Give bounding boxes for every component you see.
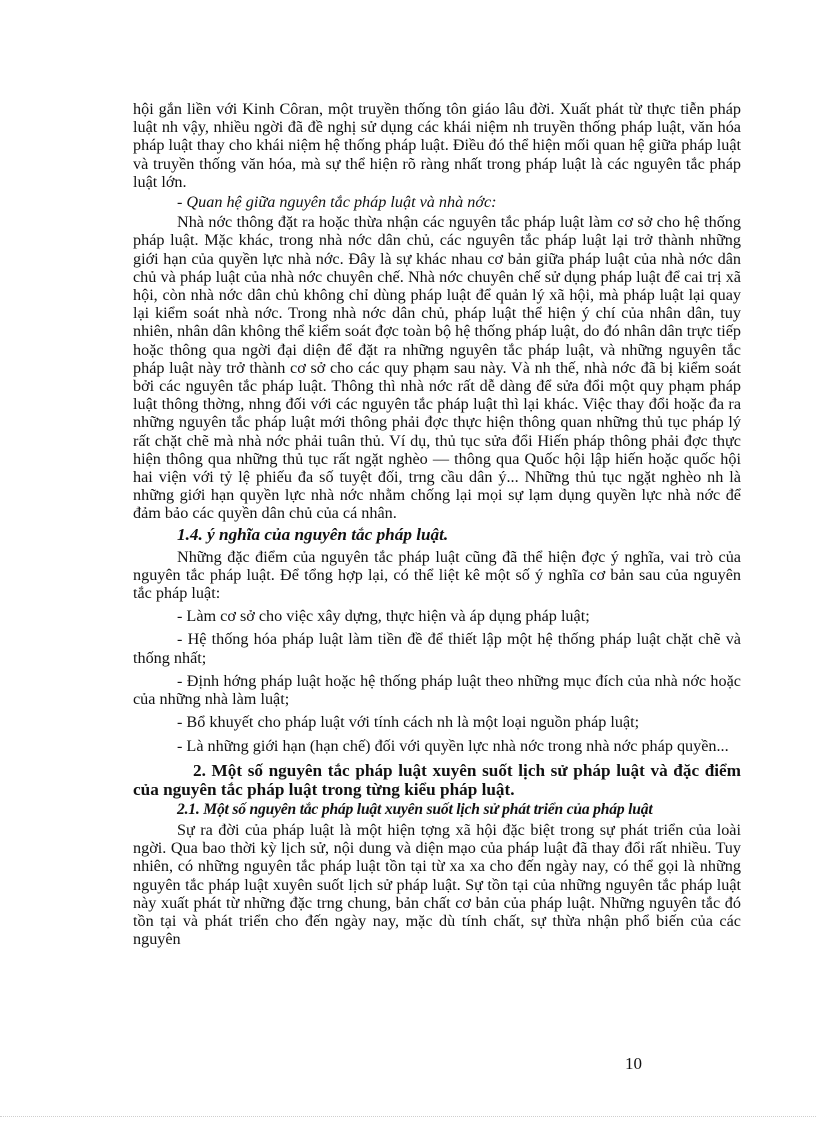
subheading-principles-and-state: - Quan hệ giữa nguyên tắc pháp luật và nhà nớc: (177, 193, 497, 212)
section-heading-2-1: 2.1. Một số nguyên tắc pháp luật xuyên suốt lịch sử phát triển của pháp luật (177, 800, 653, 818)
section-heading-1-4: 1.4. ý nghĩa của nguyên tắc pháp luật. (177, 524, 449, 544)
paragraph-significance-intro: Những đặc điểm của nguyên tắc pháp luật cũng đã thể hiện đợc ý nghĩa, vai trò của nguyên tắc pháp luật. Để tổng hợp lại, có thể liệt kê một số ý nghĩa cơ bản sau của nguyên tắc pháp luật: (133, 547, 741, 603)
paragraph-principles-history: Sự ra đời của pháp luật là một hiện tợng xã hội đặc biệt trong sự phát triển của loài ngời. Qua bao thời kỳ lịch sử, nội dung và diện mạo của pháp luật đã thay đổi rất nhiều. Tuy nhiên, có những nguyên tắc pháp luật tồn tại từ xa xa cho đến ngày nay, có thể gọi là những nguyên tắc pháp luật xuyên suốt lịch sử pháp luật. Sự tồn tại của những nguyên tắc pháp luật này xuất phát từ những đặc trng chung, bản chất cơ bản của pháp luật. Những nguyên tắc đó tồn tại và phát triển cho đến ngày nay, mặc dù tính chất, sự thừa nhận phổ biến của các nguyên (133, 820, 741, 949)
section-heading-2: 2. Một số nguyên tắc pháp luật xuyên suốt lịch sử pháp luật và đặc điểm của nguyên tắc pháp luật trong từng kiểu pháp luật. (133, 760, 741, 799)
paragraph-state-principles: Nhà nớc thông đặt ra hoặc thừa nhận các nguyên tắc pháp luật làm cơ sở cho hệ thống pháp luật. Mặc khác, trong nhà nớc dân chủ, các nguyên tắc pháp luật lại trở thành những giới hạn của quyền lực nhà nớc. Đây là sự khác nhau cơ bản giữa pháp luật của nhà nớc dân chủ và pháp luật của nhà nớc chuyên chế. Nhà nớc chuyên chế sử dụng pháp luật để cai trị xã hội, còn nhà nớc dân chủ không chỉ dùng pháp luật để quản lý xã hội, mà pháp luật lại quay lại kiểm soát nhà nớc. Trong nhà nớc dân chủ, pháp luật thể hiện ý chí của nhân dân, tuy nhiên, nhân dân không thể kiểm soát đợc toàn bộ hệ thống pháp luật, do đó nhân dân trực tiếp hoặc thông qua ngời đại diện để đặt ra những nguyên tắc pháp luật, và những nguyên tắc pháp luật này trở thành cơ sở cho các quy phạm sau này. Và nh thế, nhà nớc đã bị kiểm soát bởi các nguyên tắc pháp luật. Thông thì nhà nớc rất dễ dàng để sửa đổi một quy phạm pháp luật thông thờng, nhng đối với các nguyên tắc pháp luật thì lại khác. Việc thay đổi hoặc đa ra những nguyên tắc pháp luật mới thông phải đợc thực hiện thông quan những thủ tục pháp lý rất chặt chẽ mà nhà nớc phải tuân thủ. Ví dụ, thủ tục sửa đổi Hiến pháp thông phải đợc thực hiện thông qua những thủ tục rất ngặt nghèo — thông qua Quốc hội lập hiến hoặc quốc hội hai viện với tỷ lệ phiếu đa số tuyệt đối, trng cầu dân ý... Những thủ tục ngặt nghèo nh là những giới hạn quyền lực nhà nớc nhằm chống lại mọi sự lạm dụng quyền lực nhà nớc để đảm bảo các quyền dân chủ của cá nhân. (133, 213, 741, 523)
list-item: - Định hớng pháp luật hoặc hệ thống pháp luật theo những mục đích của nhà nớc hoặc của những nhà làm luật; (133, 671, 741, 709)
paragraph-religion-tradition: hội gắn liền với Kinh Côran, một truyền thống tôn giáo lâu đời. Xuất phát từ thực tiễn pháp luật nh vậy, nhiều ngời đã đề nghị sử dụng các khái niệm nh truyền thống pháp luật, văn hóa pháp luật thay cho khái niệm hệ thống pháp luật. Điều đó thể hiện mối quan hệ giữa pháp luật và truyền thống văn hóa, mà sự thể hiện rõ ràng nhất trong pháp luật là các nguyên tắc pháp luật lớn. (133, 100, 741, 191)
list-item: - Bổ khuyết cho pháp luật với tính cách nh là một loại nguồn pháp luật; (177, 713, 640, 732)
list-item: - Là những giới hạn (hạn chế) đối với quyền lực nhà nớc trong nhà nớc pháp quyền... (177, 736, 729, 755)
page-number: 10 (625, 1054, 642, 1073)
page-body (133, 100, 741, 950)
page-bottom-divider (0, 1116, 816, 1117)
list-item: - Làm cơ sở cho việc xây dựng, thực hiện và áp dụng pháp luật; (177, 607, 590, 626)
list-item: - Hệ thống hóa pháp luật làm tiền đề để thiết lập một hệ thống pháp luật chặt chẽ và thống nhất; (133, 630, 741, 667)
